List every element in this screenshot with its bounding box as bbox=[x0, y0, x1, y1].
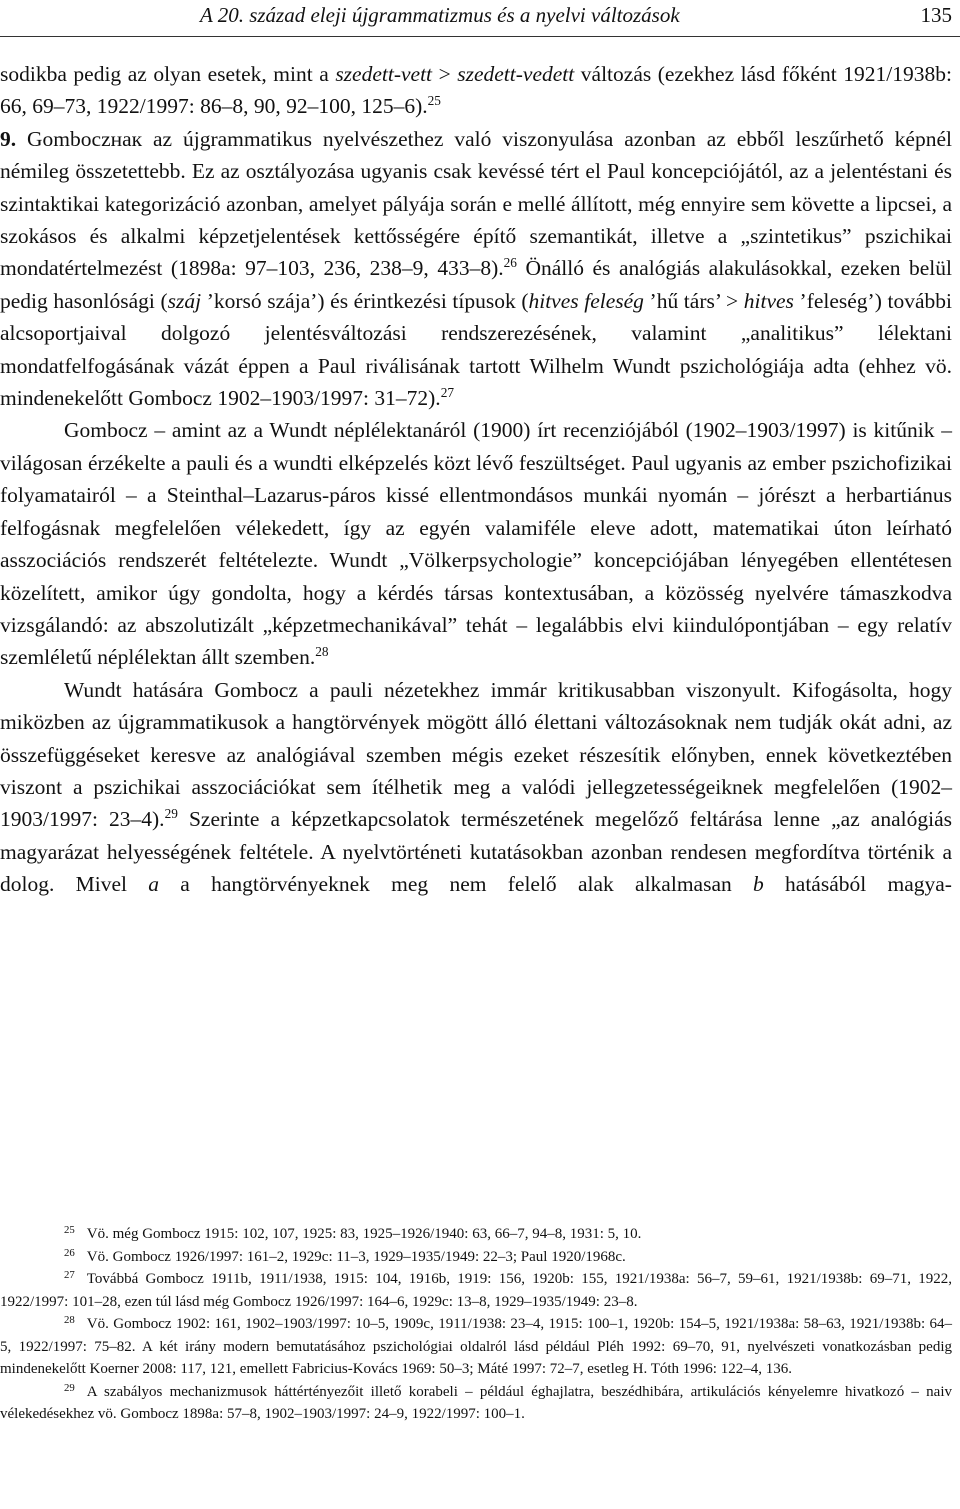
text-run: Gombocz – amint az a Wundt néplélektanáról (1900) írt recenziójából (1902–1903/1997) is kitűnik – világosan érzékelte a pauli és a wundti elképzelés közt lévő feszültséget. Paul ugyanis az ember pszichofizikai folyamatairól – a Steinthal–Lazarus-páros kissé ellentmondásos munkái nyomán – jórészt a herbartiánus felfogásnak megfelelően vélekedett, így az egyén valamiféle eleve adott, matematikai úton leírható asszociációs rendszerét feltételezte. Wundt „Völkerpsychologie” koncepciójában lényegében ellentétesen közelített, amikor úgy gondolta, hogy a kérdés társas kontextusában, a közösség nyelvére támaszkodva vizsgálandó: az abszolutizált „képzetmechanikával” tehát – legalábbis elvi kiindulópontjában – egy relatív szemléletű néplélektan állt szemben. bbox=[0, 418, 952, 670]
footnote-text: Továbbá Gombocz 1911b, 1911/1938, 1915: 104, 1916b, 1919: 156, 1920b: 155, 1921/1938a: 56–7, 59–61, 1921/1938b: 69–71, 1922, 1922/1997: 101–28, ezen túl lásd még Gombocz 1926/1997: 164–6, 1929c: 13–8, 1929–1935/1949: 23–8. bbox=[0, 1271, 952, 1310]
text-run: ’feleség’) további alcsoportjaival dolgozó jelentésváltozási rendszerezésének, valamint „analitikus” lélektani mondatfelfogásának vázát éppen a Paul riválisának tartott Wilhelm Wundt pszichológiája adta (ehhez vö. mindenekelőtt Gombocz 1902–1903/1997: 31–72). bbox=[0, 288, 952, 411]
paragraph bbox=[0, 674, 952, 901]
text-run: a hangtörvényeknek meg nem felelő alak alkalmasan bbox=[159, 872, 754, 897]
footnote-number: 29 bbox=[64, 1381, 75, 1394]
running-title: A 20. század eleji újgrammatizmus és a nyelvi változások bbox=[200, 3, 680, 27]
footnote-text: A szabályos mechanizmusok háttértényezőit illető korabeli – például éghajlatra, beszédhibára, artikulációs kényelemre hivatkozó – naiv vélekedésekhez vö. Gombocz 1898a: 57–8, 1902–1903/1997: 24–9, 1922/1997: 100–1. bbox=[0, 1383, 952, 1422]
text-run: Wundt hatására Gombocz a pauli nézetekhez immár kritikusabban viszonyult. Kifogásolta, hogy miközben az újgrammatikusok a hangtörvények mögött álló élettani változásoknak nem tudják okát adni, az összefüggéseket keresve az analógiával szemben mégis ezeket részesítik előnyben, ennek következtében viszont a pszichikai asszociációkat sem ítélhetik meg a valódi jellegzetességeiknek megfelelően (1902–1903/1997: 23–4). bbox=[0, 677, 952, 832]
italic-term: a bbox=[148, 872, 159, 897]
footnote bbox=[0, 1313, 952, 1381]
footnote-number: 25 bbox=[64, 1224, 75, 1237]
italic-term: száj bbox=[167, 288, 202, 313]
paragraph-continued bbox=[0, 58, 952, 123]
footnote-text: Vö. Gombocz 1902: 161, 1902–1903/1997: 10–5, 1909c, 1911/1938: 23–4, 1915: 100–1, 1920b: 154–5, 1921/1938a: 58–63, 1921/1938b: 64–5, 1922/1997: 75–82. A két irány modern bemutatásához pszichológiai oldalról lásd például Pléh 1992: 69–70, 91, nyelvészeti vonatkozásban pedig mindenekelőtt Koerner 2008: 117, 121, emellett Fabricius-Kovács 1969: 50–3; Máté 1997: 72–7, esetleg H. Tóth 1996: 122–4, 136. bbox=[0, 1316, 952, 1377]
text-run: ’hű társ’ > bbox=[643, 288, 744, 313]
header-rule bbox=[0, 36, 960, 37]
footnote-ref: 29 bbox=[164, 806, 178, 822]
text-run: Gomboczнак az újgrammatikus nyelvészethez való viszonyulása azonban az ebből leszűrhető képnél némileg összetettebb. Ez az osztályozása ugyanis csak kevéssé tért el Paul koncepciójától, az a jelentéstani és szintaktikai kategorizáció azonban, amelyet pályája során e mellé állított, még ennyire sem követte a lipcsei, a szokásos és alkalmi képzetjelentések kettősségére építő szemantikát, illetve a „szintetikus” pszichikai mondatértelmezést (1898a: 97–103, 236, 238–9, 433–8). bbox=[0, 126, 952, 281]
italic-term: b bbox=[753, 872, 764, 897]
footnote bbox=[0, 1223, 952, 1246]
footnote-number: 27 bbox=[64, 1269, 75, 1282]
page-header bbox=[0, 2, 960, 32]
text-run: > bbox=[432, 62, 458, 86]
italic-term: szedett-vedett bbox=[457, 62, 575, 86]
text-run: hatásából magya- bbox=[763, 872, 952, 897]
section-number: 9. bbox=[0, 126, 17, 151]
footnote-ref: 27 bbox=[440, 385, 455, 401]
footnote-text: Vö. még Gombocz 1915: 102, 107, 1925: 83, 1925–1926/1940: 63, 66–7, 94–8, 1931: 5, 10. bbox=[86, 1226, 642, 1242]
footnote bbox=[0, 1246, 952, 1269]
footnote-ref: 26 bbox=[503, 255, 517, 271]
paragraph-section-9 bbox=[0, 123, 952, 415]
page-number: 135 bbox=[920, 3, 952, 27]
text-run: Önálló és analógiás alakulásokkal, ezeken belül pedig hasonlósági ( bbox=[0, 256, 952, 313]
main-text bbox=[0, 58, 952, 901]
text-run: ’korsó szája’) és érintkezési típusok ( bbox=[201, 288, 529, 313]
text-run: sodikba pedig az olyan esetek, mint a bbox=[0, 62, 336, 86]
footnote-number: 26 bbox=[64, 1246, 75, 1259]
footnote bbox=[0, 1381, 952, 1426]
footnote bbox=[0, 1268, 952, 1313]
paragraph bbox=[0, 414, 952, 673]
footnote-number: 28 bbox=[64, 1314, 75, 1327]
italic-term: szedett-vett bbox=[335, 62, 433, 86]
text-run: Szerinte a képzetkapcsolatok természetének megelőző feltárása lenne „az analógiás magyarázat helyességének feltétele. A nyelvtörténeti kutatásokban azonban rendesen megfordítva történik a dolog. Mivel bbox=[0, 807, 952, 897]
italic-term: hitves feleség bbox=[528, 288, 644, 313]
footnote-text: Vö. Gombocz 1926/1997: 161–2, 1929c: 11–3, 1929–1935/1949: 22–3; Paul 1920/1968c. bbox=[86, 1248, 626, 1265]
footnote-ref: 25 bbox=[427, 93, 441, 109]
footnote-ref: 28 bbox=[315, 644, 329, 660]
footnotes bbox=[0, 1223, 952, 1426]
italic-term: hitves bbox=[743, 288, 794, 313]
text-run: változás (ezekhez lásd főként 1921/1938b: 66, 69–73, 1922/1997: 86–8, 90, 92–100, 125–6). bbox=[0, 62, 952, 119]
